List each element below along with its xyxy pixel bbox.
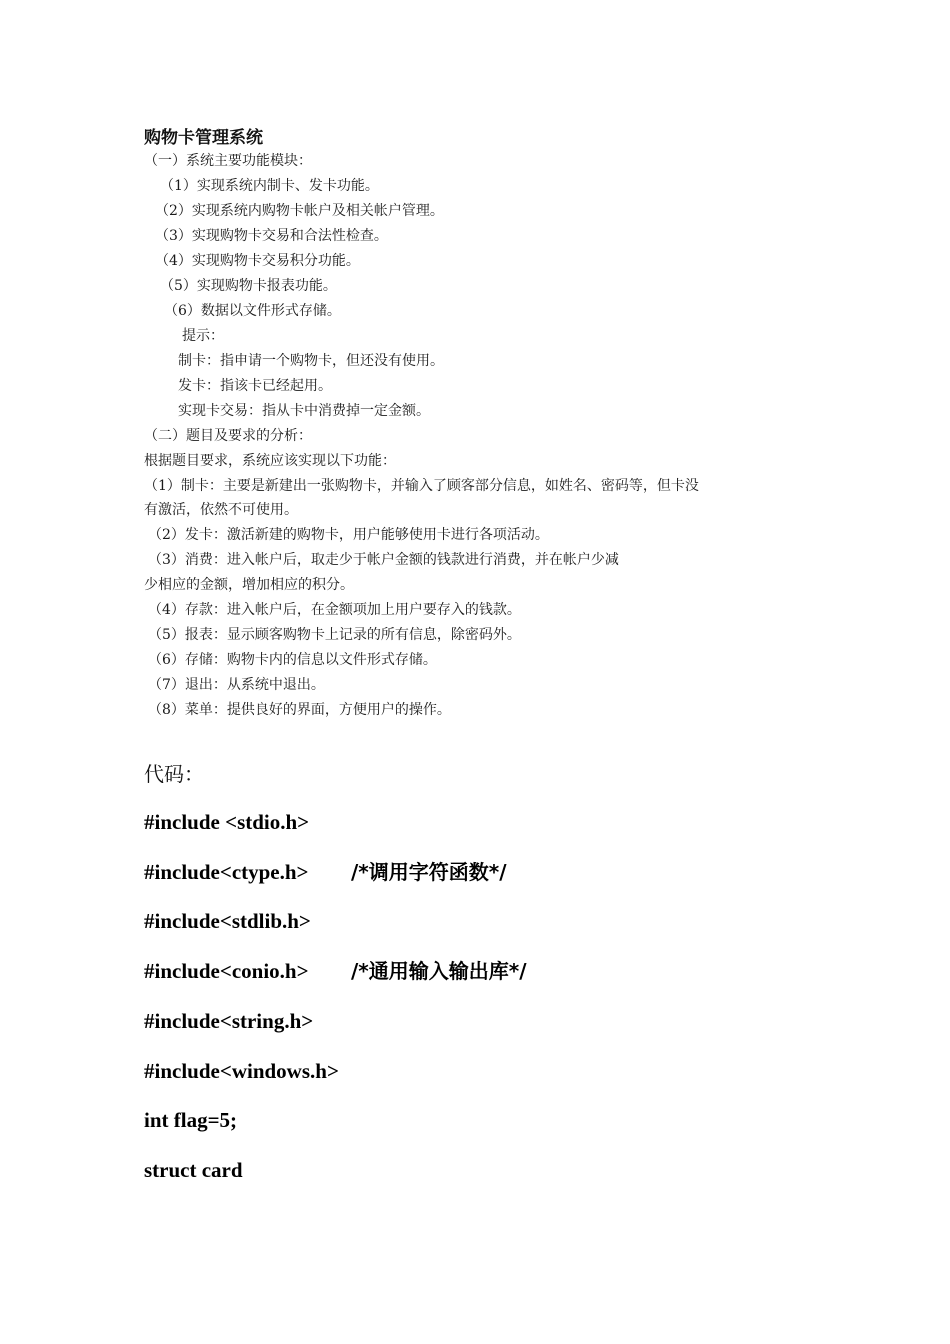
module-item-6: （6）数据以文件形式存储。 — [164, 303, 341, 319]
hint-make-card: 制卡：指申请一个购物卡，但还没有使用。 — [178, 353, 444, 369]
analysis-item-6: （6）存储：购物卡内的信息以文件形式存储。 — [148, 652, 437, 668]
analysis-item-2: （2）发卡：激活新建的购物卡，用户能够使用卡进行各项活动。 — [148, 527, 549, 543]
analysis-item-5: （5）报表：显示顾客购物卡上记录的所有信息，除密码外。 — [148, 627, 521, 643]
analysis-item-1-cont: 有激活，依然不可使用。 — [144, 502, 298, 518]
hint-label: 提示： — [182, 328, 224, 344]
section-heading-analysis: （二）题目及要求的分析： — [144, 428, 312, 444]
document-title: 购物卡管理系统 — [144, 128, 263, 148]
module-item-5: （5）实现购物卡报表功能。 — [160, 278, 337, 294]
module-item-1: （1）实现系统内制卡、发卡功能。 — [160, 178, 379, 194]
module-item-2: （2）实现系统内购物卡帐户及相关帐户管理。 — [155, 203, 444, 219]
hint-issue-card: 发卡：指该卡已经起用。 — [178, 378, 332, 394]
code-line-5: #include<string.h> — [144, 1009, 314, 1033]
hint-card-transaction: 实现卡交易：指从卡中消费掉一定金额。 — [178, 403, 430, 419]
code-line-7: int flag=5; — [144, 1108, 238, 1132]
code-line-8: struct card — [144, 1158, 243, 1182]
analysis-item-1: （1）制卡：主要是新建出一张购物卡，并输入了顾客部分信息，如姓名、密码等，但卡没 — [144, 478, 699, 494]
code-line-6: #include<windows.h> — [144, 1059, 339, 1083]
code-comment-1: /*调用字符函数*/ — [351, 860, 507, 884]
code-line-4: #include<conio.h> — [144, 959, 309, 983]
analysis-item-3: （3）消费：进入帐户后，取走少于帐户金额的钱款进行消费，并在帐户少减 — [148, 552, 619, 568]
module-item-3: （3）实现购物卡交易和合法性检查。 — [155, 228, 388, 244]
code-line-3: #include<stdlib.h> — [144, 909, 311, 933]
analysis-item-7: （7）退出：从系统中退出。 — [148, 677, 325, 693]
section-heading-modules: （一）系统主要功能模块： — [144, 153, 312, 169]
analysis-item-4: （4）存款：进入帐户后，在金额项加上用户要存入的钱款。 — [148, 602, 521, 618]
code-line-1: #include <stdio.h> — [144, 810, 310, 834]
code-heading: 代码： — [144, 762, 204, 786]
code-comment-2: /*通用输入输出库*/ — [351, 959, 527, 983]
analysis-intro: 根据题目要求，系统应该实现以下功能： — [144, 453, 396, 469]
analysis-item-3-cont: 少相应的金额，增加相应的积分。 — [144, 577, 354, 593]
module-item-4: （4）实现购物卡交易积分功能。 — [155, 253, 360, 269]
code-line-2: #include<ctype.h> — [144, 860, 309, 884]
analysis-item-8: （8）菜单：提供良好的界面，方便用户的操作。 — [148, 702, 451, 718]
